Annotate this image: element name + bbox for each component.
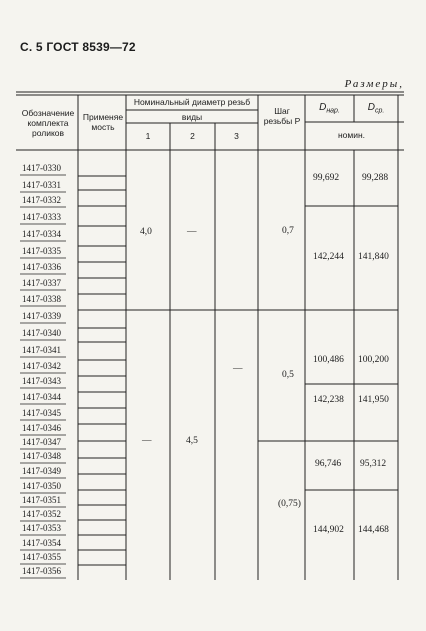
code-cell: 1417-0347 xyxy=(22,437,61,447)
code-cell: 1417-0335 xyxy=(22,246,61,256)
code-cell: 1417-0338 xyxy=(22,294,61,304)
code-cell: 1417-0334 xyxy=(22,229,61,239)
header-d-sr: $D_{ср.}$ xyxy=(367,102,385,115)
d-sr-value: 100,200 xyxy=(358,355,389,365)
diameter-type2-dash: — xyxy=(187,227,197,237)
page-header: С. 5 ГОСТ 8539—72 xyxy=(20,40,136,54)
d-nar-value: 99,692 xyxy=(313,173,340,183)
code-cell: 1417-0344 xyxy=(22,392,61,402)
code-cell: 1417-0350 xyxy=(22,481,61,491)
header-d-nar: $D_{нар.}$ xyxy=(319,102,340,115)
code-cell: 1417-0339 xyxy=(22,311,61,321)
diameter-type1-dash: — xyxy=(142,436,152,446)
code-cell: 1417-0349 xyxy=(22,466,61,476)
code-cell: 1417-0354 xyxy=(22,538,61,548)
pitch-value-1: 0,7 xyxy=(282,226,294,236)
header-nominal-diameter: Номинальный диаметр резьб xyxy=(133,97,251,107)
d-nar-value: 96,746 xyxy=(315,459,342,469)
pitch-value-2: 0,5 xyxy=(282,370,294,380)
diameter-type3-dash: — xyxy=(233,364,243,374)
diameter-type2: 4,5 xyxy=(186,436,198,446)
header-nominal: номин. xyxy=(337,130,366,140)
code-cell: 1417-0351 xyxy=(22,495,61,505)
d-sr-value: 141,840 xyxy=(358,252,389,262)
code-cell: 1417-0336 xyxy=(22,262,61,272)
d-sr-value: 99,288 xyxy=(362,173,389,183)
pitch-value-3: (0,75) xyxy=(278,499,301,509)
header-applicability: Применяемость xyxy=(82,112,124,132)
header-type-1: 1 xyxy=(145,131,151,141)
code-cell: 1417-0340 xyxy=(22,328,61,338)
header-types: виды xyxy=(181,112,203,122)
code-cell: 1417-0348 xyxy=(22,451,61,461)
code-cell: 1417-0353 xyxy=(22,523,61,533)
d-nar-value: 144,902 xyxy=(313,525,344,535)
d-nar-value: 142,244 xyxy=(313,252,344,262)
header-pitch: Шаг резьбы P xyxy=(263,106,301,126)
code-cell: 1417-0332 xyxy=(22,195,61,205)
header-type-3: 3 xyxy=(234,131,239,141)
code-cell: 1417-0342 xyxy=(22,361,61,371)
code-cell: 1417-0352 xyxy=(22,509,61,519)
code-cell: 1417-0356 xyxy=(22,566,61,576)
code-cell: 1417-0341 xyxy=(22,345,61,355)
code-cell: 1417-0331 xyxy=(22,180,61,190)
units-label: Размеры, xyxy=(344,78,404,90)
code-cell: 1417-0345 xyxy=(22,408,61,418)
code-cell: 1417-0337 xyxy=(22,278,61,288)
code-cell: 1417-0330 xyxy=(22,163,61,173)
code-cell: 1417-0333 xyxy=(22,212,61,222)
header-type-2: 2 xyxy=(190,131,195,141)
d-nar-value: 142,238 xyxy=(313,395,344,405)
code-cell: 1417-0343 xyxy=(22,376,61,386)
header-designation: Обозначение комплекта роликов xyxy=(21,108,75,138)
d-sr-value: 144,468 xyxy=(358,525,389,535)
d-sr-value: 95,312 xyxy=(360,459,387,469)
code-cell: 1417-0346 xyxy=(22,423,61,433)
d-sr-value: 141,950 xyxy=(358,395,389,405)
diameter-type1: 4,0 xyxy=(140,227,152,237)
code-cell: 1417-0355 xyxy=(22,552,61,562)
d-nar-value: 100,486 xyxy=(313,355,344,365)
